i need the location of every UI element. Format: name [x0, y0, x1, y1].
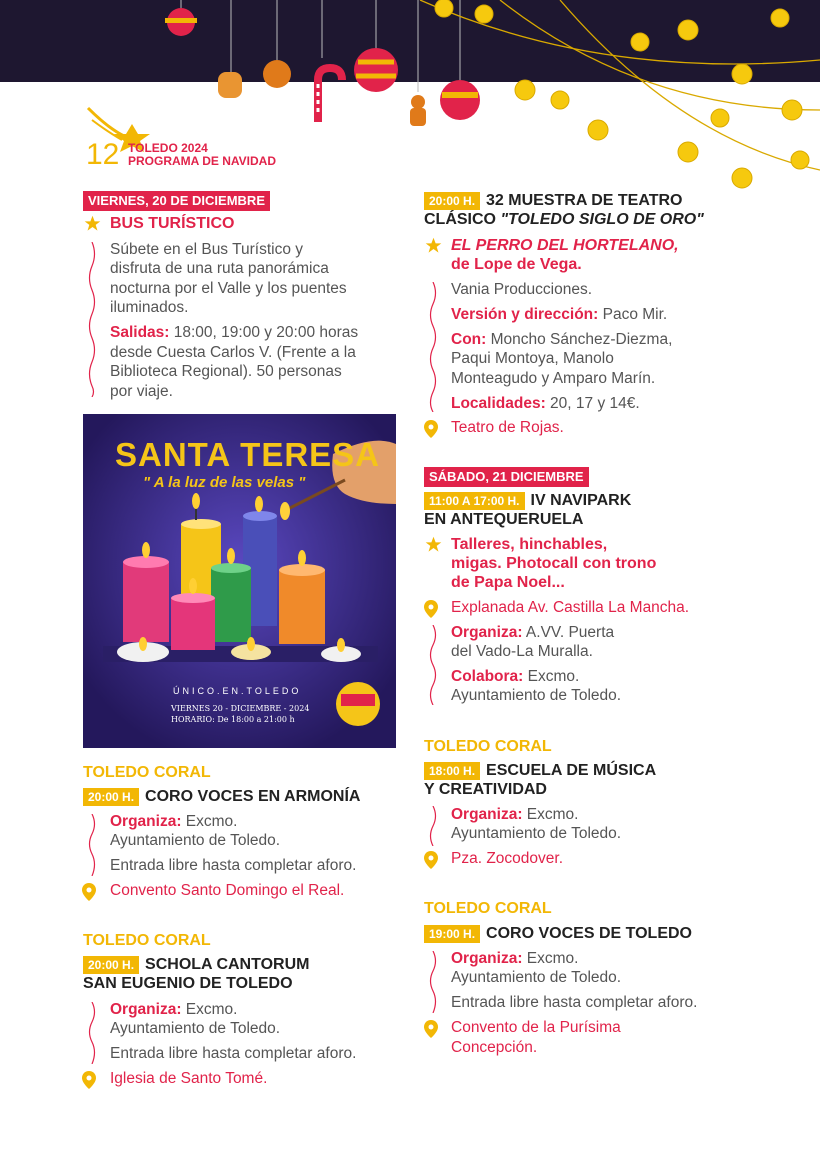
voces-toledo-title: CORO VOCES DE TOLEDO: [486, 925, 692, 942]
star-icon: [425, 237, 442, 254]
star-icon: [84, 215, 101, 232]
squiggle-divider: [428, 625, 438, 705]
coral4-organiza: [451, 949, 578, 969]
organiza-label: Organiza:: [110, 1001, 182, 1018]
teatro-place: Teatro de Rojas.: [451, 419, 564, 436]
colabora-value: Excmo.: [523, 668, 580, 685]
poster-title: SANTA TERESA: [115, 436, 381, 473]
location-pin-icon: [424, 851, 438, 869]
time-badge: 20:00 H.: [83, 956, 139, 974]
coral3-organiza-2: Ayuntamiento de Toledo.: [451, 825, 622, 842]
con-value-3: Monteagudo y Amparo Marín.: [451, 370, 656, 387]
teatro-title-2a: CLÁSICO: [424, 211, 501, 228]
santa-teresa-poster: [83, 414, 396, 748]
teatro-title-2: [424, 210, 704, 229]
coral1-organiza-2: Ayuntamiento de Toledo.: [110, 832, 281, 849]
toledo-coral-label-1: TOLEDO CORAL: [83, 764, 211, 781]
toledo-coral-label-3: TOLEDO CORAL: [424, 738, 552, 755]
squiggle-divider: [428, 951, 438, 1013]
navipark-place: Explanada Av. Castilla La Mancha.: [451, 599, 690, 616]
coral3-organiza: [451, 805, 578, 825]
organiza-value: Excmo.: [522, 806, 579, 823]
salidas-value-3: Biblioteca Regional). 50 personas: [110, 363, 342, 380]
teatro-company: Vania Producciones.: [451, 281, 593, 298]
location-pin-icon: [82, 1071, 96, 1089]
coral1-entrada: Entrada libre hasta completar aforo.: [110, 857, 357, 874]
bus-desc-2: disfruta de una ruta panorámica: [110, 260, 329, 277]
coral2-organiza: [110, 1000, 237, 1020]
coral4-place-1: Convento de la Purísima: [451, 1019, 621, 1036]
version-value: Paco Mir.: [598, 306, 668, 323]
christmas-ornaments-decoration: [0, 0, 820, 200]
salidas-value-4: por viaje.: [110, 383, 173, 400]
navipark-title-2: EN ANTEQUERUELA: [424, 511, 584, 528]
teatro-title-1: 32 MUESTRA DE TEATRO: [486, 192, 683, 209]
schola-title-2: SAN EUGENIO DE TOLEDO: [83, 975, 293, 992]
toledo-coral-label-2: TOLEDO CORAL: [83, 932, 211, 949]
teatro-con: [451, 330, 672, 350]
version-label: Versión y dirección:: [451, 306, 599, 323]
coral4-place-2: Concepción.: [451, 1039, 538, 1056]
schola-title-row: [83, 955, 309, 974]
con-value-2: Paqui Montoya, Manolo: [451, 350, 614, 367]
coral2-place: Iglesia de Santo Tomé.: [110, 1070, 268, 1087]
coral2-organiza-2: Ayuntamiento de Toledo.: [110, 1020, 281, 1037]
location-pin-icon: [82, 883, 96, 901]
time-badge: 20:00 H.: [83, 788, 139, 806]
poster-brand: ÚNICO.EN.TOLEDO: [173, 686, 302, 696]
coral4-entrada: Entrada libre hasta completar aforo.: [451, 994, 698, 1011]
organiza-label: Organiza:: [451, 950, 523, 967]
organiza-value: Excmo.: [181, 813, 238, 830]
location-pin-icon: [424, 600, 438, 618]
coral1-place: Convento Santo Domingo el Real.: [110, 882, 345, 899]
bus-desc-1: Súbete en el Bus Turístico y: [110, 241, 303, 258]
navipark-colabora: [451, 667, 579, 687]
navipark-hl-1: Talleres, hinchables,: [451, 536, 608, 553]
poster-subtitle: " A la luz de las velas ": [143, 474, 306, 491]
squiggle-divider: [428, 282, 438, 412]
bus-title: BUS TURÍSTICO: [110, 215, 235, 232]
bus-salidas: [110, 323, 358, 343]
coral2-entrada: Entrada libre hasta completar aforo.: [110, 1045, 357, 1062]
coro-armonia-title-row: [83, 787, 360, 806]
organiza-label: Organiza:: [451, 806, 523, 823]
teatro-title-2b: "TOLEDO SIGLO DE ORO": [500, 211, 704, 228]
voces-toledo-title-row: [424, 924, 692, 943]
escuela-title-row: [424, 761, 656, 780]
salidas-value-1: 18:00, 19:00 y 20:00 horas: [169, 324, 359, 341]
navipark-hl-2: migas. Photocall con trono: [451, 555, 657, 572]
coral1-organiza: [110, 812, 237, 832]
navipark-colabora-2: Ayuntamiento de Toledo.: [451, 687, 622, 704]
coral3-place: Pza. Zocodover.: [451, 850, 564, 867]
page-header-text: [128, 142, 276, 168]
time-badge: 19:00 H.: [424, 925, 480, 943]
bus-desc-3: nocturna por el Valle y los puentes: [110, 280, 347, 297]
teatro-title-row: [424, 191, 683, 210]
escuela-title-2: Y CREATIVIDAD: [424, 781, 547, 798]
escuela-title-1: ESCUELA DE MÚSICA: [486, 762, 657, 779]
squiggle-divider: [428, 806, 438, 846]
header-line-1: TOLEDO 2024: [128, 141, 208, 155]
page-number: 12: [86, 138, 120, 171]
organiza-value: A.VV. Puerta: [522, 624, 615, 641]
navipark-organiza-2: del Vado-La Muralla.: [451, 643, 593, 660]
con-value-1: Moncho Sánchez-Diezma,: [486, 331, 673, 348]
date-banner-friday: VIERNES, 20 DE DICIEMBRE: [83, 191, 270, 211]
location-pin-icon: [424, 1020, 438, 1038]
teatro-localidades: [451, 394, 640, 414]
salidas-value-2: desde Cuesta Carlos V. (Frente a la: [110, 344, 356, 361]
localidades-label: Localidades:: [451, 395, 546, 412]
navipark-title-1: IV NAVIPARK: [530, 492, 632, 509]
time-badge: 18:00 H.: [424, 762, 480, 780]
bus-desc-4: iluminados.: [110, 299, 189, 316]
colabora-label: Colabora:: [451, 668, 524, 685]
navipark-organiza: [451, 623, 614, 643]
schola-title-1: SCHOLA CANTORUM: [145, 956, 310, 973]
salidas-label: Salidas:: [110, 324, 170, 341]
toledo-coral-label-4: TOLEDO CORAL: [424, 900, 552, 917]
location-pin-icon: [424, 420, 438, 438]
date-banner-saturday: SÁBADO, 21 DICIEMBRE: [424, 467, 589, 487]
localidades-value: 20, 17 y 14€.: [545, 395, 640, 412]
organiza-value: Excmo.: [181, 1001, 238, 1018]
time-badge: 11:00 A 17:00 H.: [424, 492, 525, 510]
organiza-label: Organiza:: [451, 624, 523, 641]
squiggle-divider: [87, 242, 97, 397]
play-title: EL PERRO DEL HORTELANO,: [451, 237, 679, 254]
star-icon: [425, 536, 442, 553]
organiza-value: Excmo.: [522, 950, 579, 967]
poster-hours: HORARIO: De 18:00 a 21:00 h: [171, 715, 295, 724]
squiggle-divider: [87, 1002, 97, 1064]
con-label: Con:: [451, 331, 487, 348]
time-badge: 20:00 H.: [424, 192, 480, 210]
play-author: de Lope de Vega.: [451, 256, 582, 273]
navipark-hl-3: de Papa Noel...: [451, 574, 565, 591]
header-line-2: PROGRAMA DE NAVIDAD: [128, 154, 277, 168]
organiza-label: Organiza:: [110, 813, 182, 830]
teatro-version: [451, 305, 667, 325]
coro-armonia-title: CORO VOCES EN ARMONÍA: [145, 788, 361, 805]
squiggle-divider: [87, 814, 97, 876]
navipark-title-row: [424, 491, 631, 510]
coral4-organiza-2: Ayuntamiento de Toledo.: [451, 969, 622, 986]
poster-date: VIERNES 20 - DICIEMBRE - 2024: [171, 704, 310, 713]
